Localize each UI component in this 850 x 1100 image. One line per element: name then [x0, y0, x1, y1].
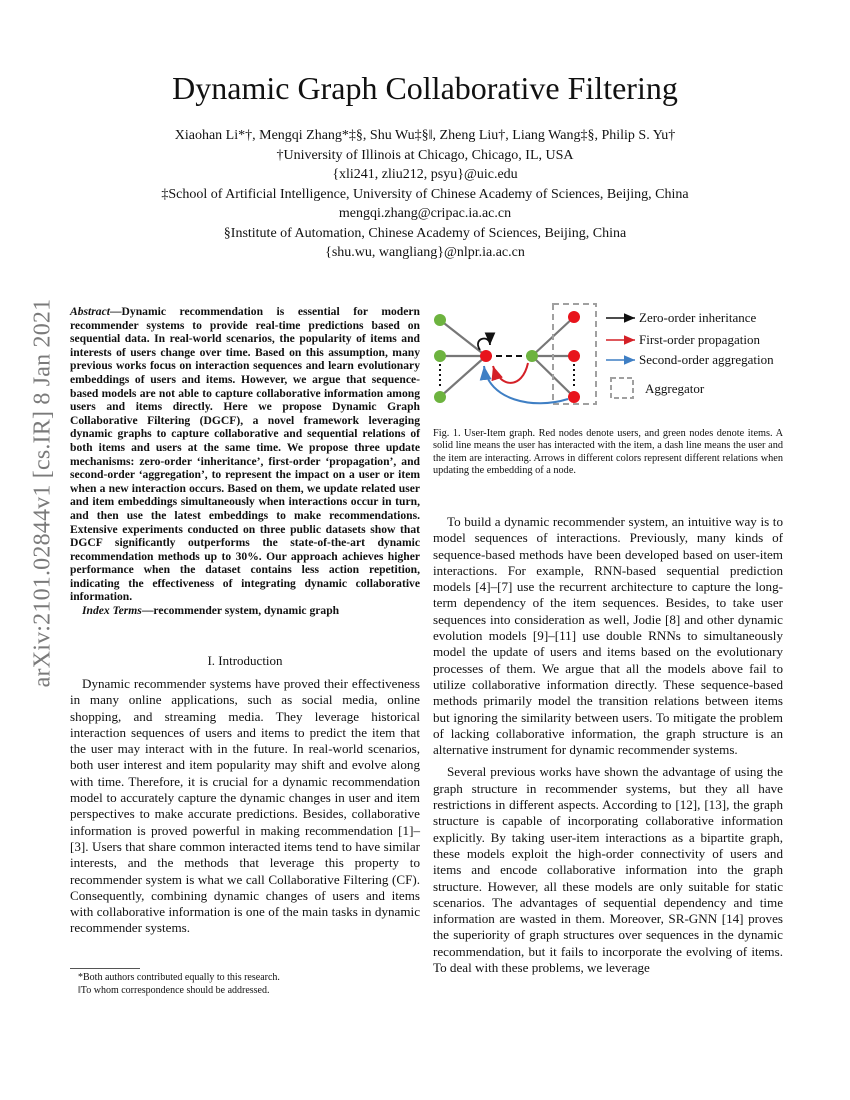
- email-uic: {xli241, zliu212, psyu}@uic.edu: [332, 167, 518, 182]
- introduction-body: [70, 676, 420, 937]
- arxiv-identifier: arXiv:2101.02844v1 [cs.IR] 8 Jan 2021: [29, 298, 56, 688]
- email-ucas: mengqi.zhang@cripac.ia.ac.cn: [338, 206, 512, 221]
- zero-order-loop-arrow: [478, 339, 490, 350]
- affiliation-uic: †University of Illinois at Chicago, Chicago, IL, USA: [276, 147, 574, 163]
- legend-zero-order: Zero-order inheritance: [639, 310, 757, 325]
- user-node: [480, 350, 492, 362]
- user-node: [568, 350, 580, 362]
- legend-aggregator: Aggregator: [645, 381, 705, 396]
- user-item-graph-figure: [428, 300, 783, 410]
- abstract: [70, 305, 420, 618]
- figure-legend: [606, 310, 774, 398]
- user-node: [568, 311, 580, 323]
- user-node: [568, 391, 580, 403]
- abstract-text: —Dynamic recommendation is essential for modern recommender systems to provide real-time predictions based on sequential data. In real-world scenarios, the popularity of items and interests of users change over time. Based on this assumption, many previous works focus on interaction sequences and learn evolutionary embeddings of users and items. However, we argue that sequence-based models are not able to capture collaborative information among users and items directly. Here we propose Dynamic Graph Collaborative Filtering (DGCF), a novel framework leveraging dynamic graphs to capture collaborative and sequential relations of both items and users at the same time. We propose three update mechanisms: zero-order ‘inheritance’, first-order ‘propagation’, and second-order ‘aggregation’, to represent the impact on a user or item when a new interaction occurs. Based on them, we update related user and item embeddings simultaneously when interactions occur in turn, and then use the latest embeddings to make recommendations. Extensive experiments conducted on three public datasets show that DGCF significantly outperforms the state-of-the-art dynamic recommendation methods up to 30%. Our approach achieves higher performance when the dataset contains less action repetition, indicating the effectiveness of integrating dynamic collaborative information.: [70, 305, 420, 604]
- item-node: [434, 391, 446, 403]
- email-casia: {shu.wu, wangliang}@nlpr.ia.ac.cn: [325, 245, 525, 260]
- index-terms-text: —recommender system, dynamic graph: [141, 604, 340, 618]
- section-heading-introduction: I. Introduction: [207, 653, 283, 668]
- footnote-rule: [70, 968, 140, 969]
- footnotes: [70, 972, 420, 997]
- footnote-correspondence: ‖To whom correspondence should be addressed.: [78, 984, 270, 996]
- author-names: Xiaohan Li*†, Mengqi Zhang*‡§, Shu Wu‡§‖, Zheng Liu†, Liang Wang‡§, Philip S. Yu†: [174, 128, 676, 143]
- legend-aggregator-box: [611, 378, 633, 398]
- legend-second-order: Second-order aggregation: [639, 352, 774, 367]
- footnote-equal-contribution: *Both authors contributed equally to this research.: [78, 972, 280, 983]
- affiliation-casia: §Institute of Automation, Chinese Academy of Sciences, Beijing, China: [223, 225, 627, 241]
- paper-title: Dynamic Graph Collaborative Filtering: [172, 70, 678, 106]
- affiliation-ucas: ‡School of Artificial Intelligence, University of Chinese Academy of Sciences, Beijing, China: [161, 186, 689, 202]
- intro-paragraph-1: Dynamic recommender systems have proved their effectiveness in many online applications, such as social media, online shopping, and streaming media. They leverage historical interaction sequences of users and items to predict the item that the user may interact with in the future. In real-world scenarios, both user interest and item popularity may shift and evolve along with time. Therefore, it is crucial for a dynamic recommendation model to accurately capture the dynamic changes in user and item perspectives to make accurate predictions. Besides, collaborative information is proved powerful in making recommendation [1]–[3]. Users that share common interacted items tend to have similar interests, and the methods that leverage this property to recommender system is what we call Collaborative Filtering (CF). Consequently, combining dynamic changes of users and items with collaborative information is one of the main tasks in dynamic recommender systems.: [70, 676, 420, 936]
- figure-caption: Fig. 1. User-Item graph. Red nodes denote users, and green nodes denote items. A solid line means the user has interacted with the item, a dash line means the user and the item are interacting. Arrows in different colors represent different relations when updating the embedding of a node.: [433, 428, 783, 477]
- item-node: [434, 350, 446, 362]
- abstract-label: Abstract: [70, 305, 110, 318]
- legend-first-order: First-order propagation: [639, 332, 760, 347]
- right-paragraph-2: Several previous works have shown the advantage of using the graph structure in recommender systems, but they all have restrictions in different aspects. According to [12], [13], the graph structure is capable of incorporating collaborative information explicitly. By taking user-item interactions as a bipartite graph, these models exploit the high-order connectivity of users and items and encode collaborative information into the graph structure. However, all these models are only suitable for static scenarios. The advantages of sequential dependency and time information are wasted in them. Moreover, SR-GNN [14] proves the superiority of graph structures over sequences in the dynamic recommendation, but it fails to incorporate the evolving of items. To deal with these problems, we leverage: [433, 764, 783, 976]
- right-column-body: [433, 514, 783, 982]
- arxiv-sidebar: [18, 298, 68, 688]
- author-block: [0, 126, 850, 263]
- item-node: [434, 314, 446, 326]
- index-terms-label: Index Terms: [82, 604, 142, 618]
- right-paragraph-1: To build a dynamic recommender system, an intuitive way is to model sequences of interactions. Previously, many kinds of sequence-based methods have been developed based on user-item interactions. For example, RNN-based sequential prediction models [4]–[7] use the recurrent architecture to capture the long-term dependency of the item sequences. Besides, to take user sequences into consideration as well, Jodie [8] and other dynamic evolution models [9]–[11] use double RNNs to simultaneously model the update of users and items based on the evolutionary processes of them. We argue that all the models above fail to utilize collaborative information directly. These sequence-based methods primarily model the transition relations between items but ignoring the similarity between users. To mitigate the problem of lacking collaborative information, the graph structure is an alternative instrument for dynamic recommender systems.: [433, 514, 783, 758]
- item-node: [526, 350, 538, 362]
- first-order-arrow: [493, 363, 528, 383]
